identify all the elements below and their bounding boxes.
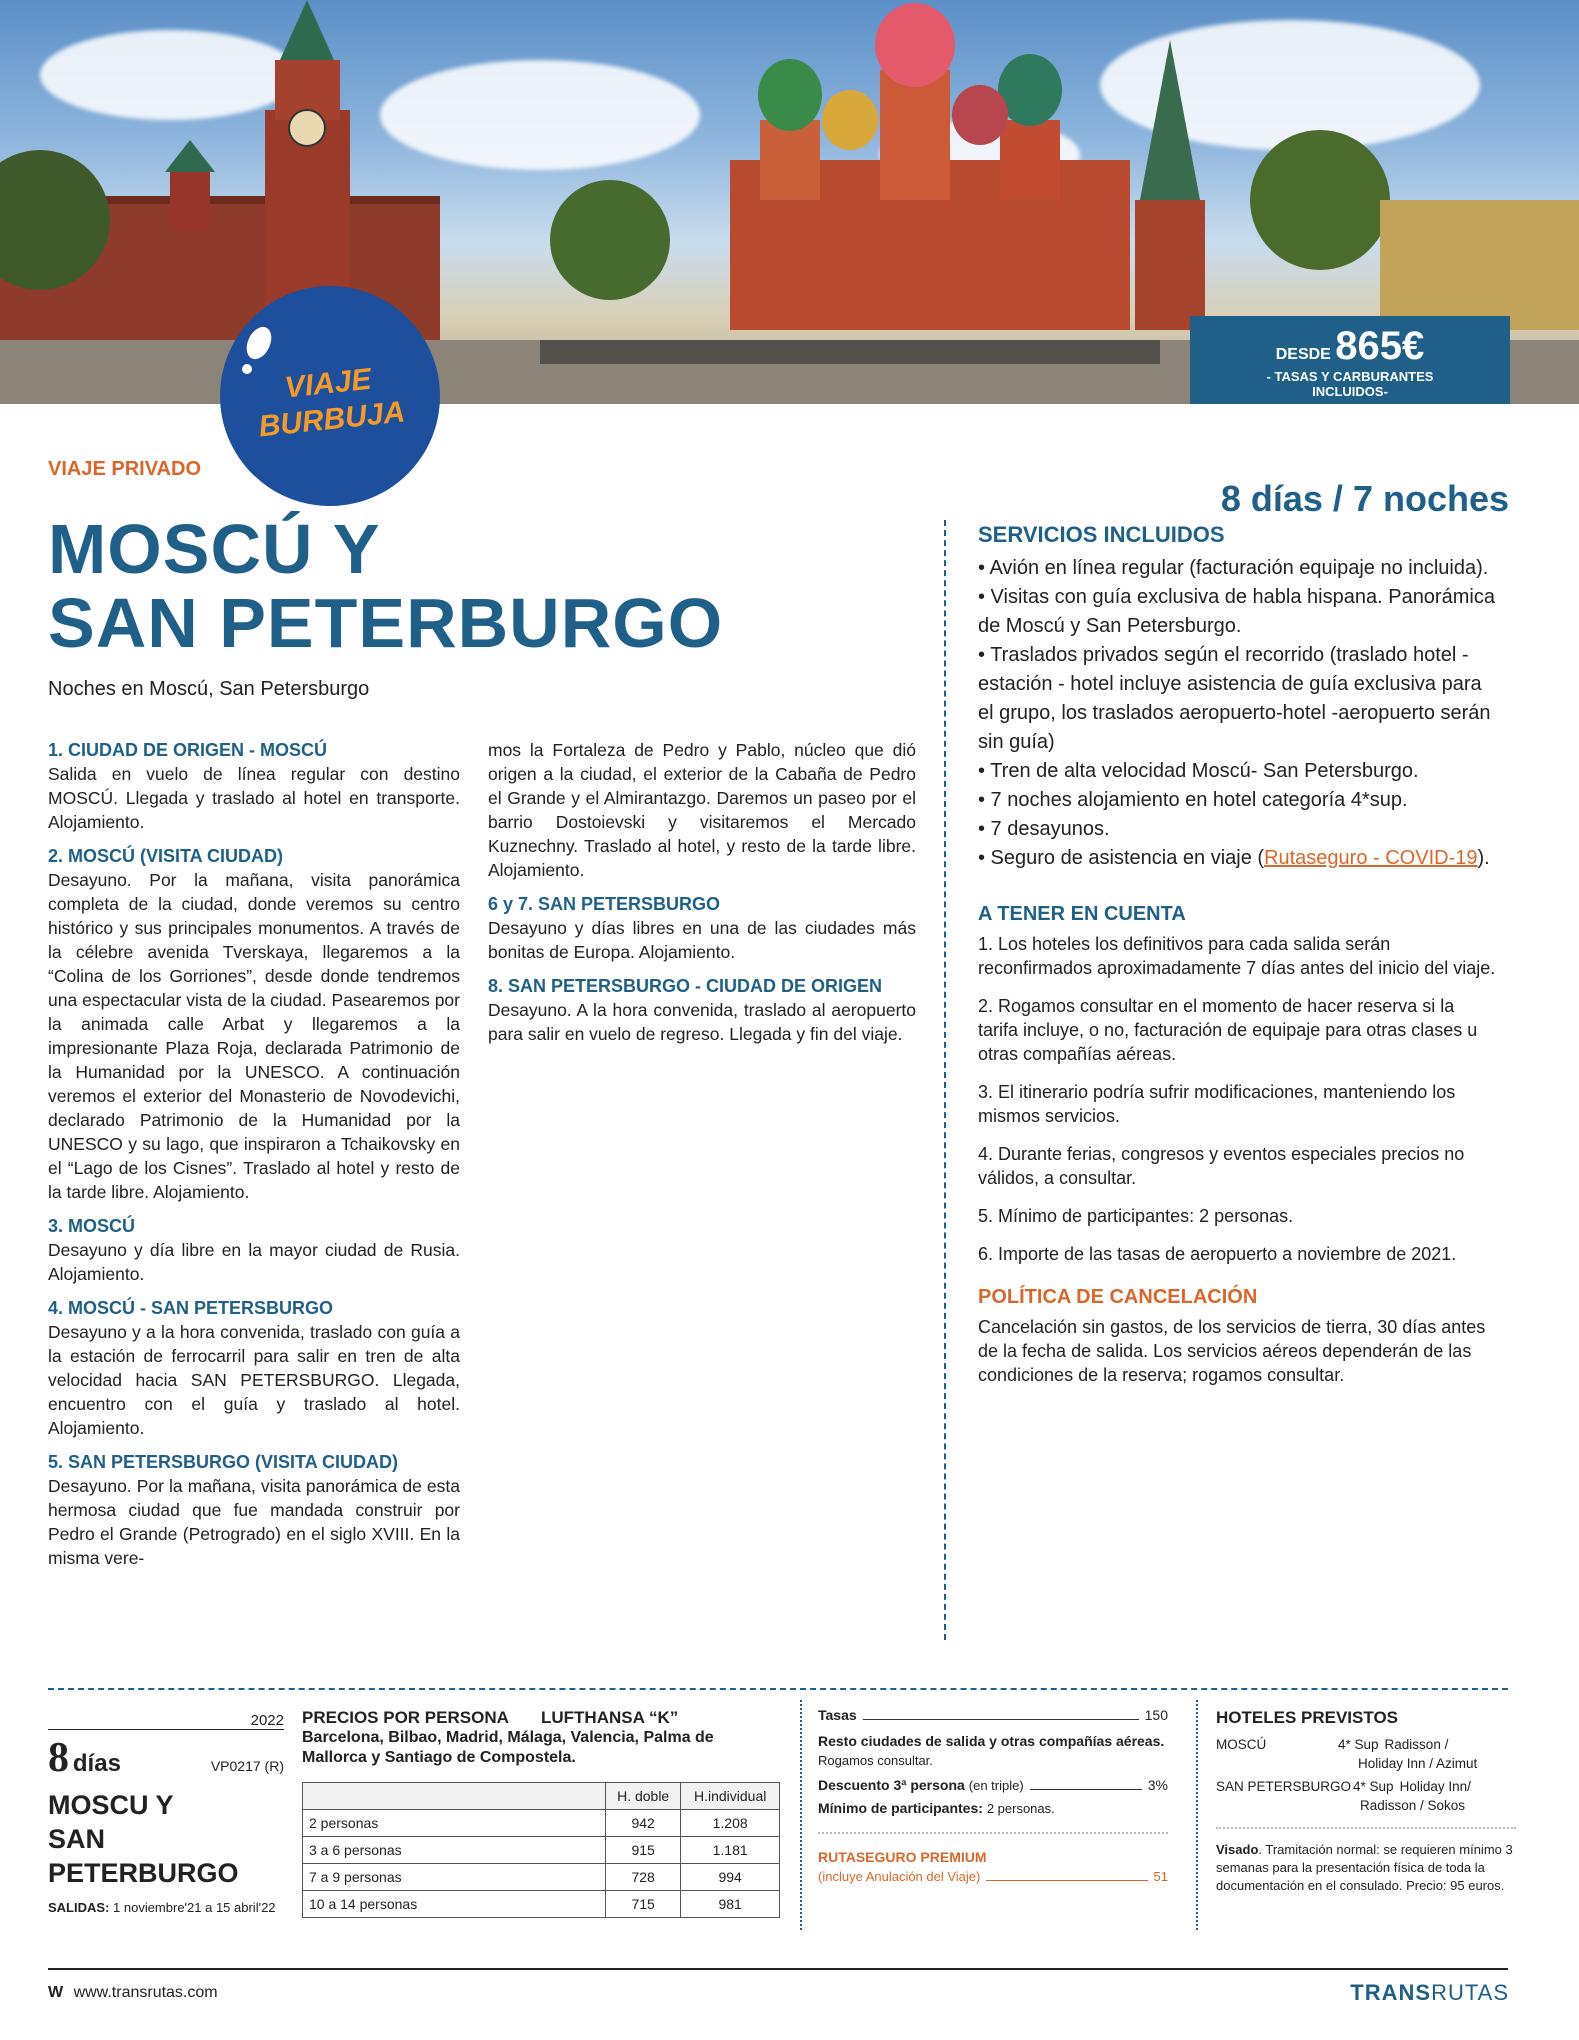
table-cell: 1.208 (681, 1810, 780, 1837)
summary-year: 2022 (48, 1712, 284, 1730)
prices-airline: LUFTHANSA “K” (540, 1708, 679, 1727)
itinerary-column-1 (48, 738, 460, 1580)
day-text: mos la Fortaleza de Pedro y Pablo, núcleo que dió origen a la ciudad, el exterior de la Cabaña de Pedro el Grande y el Almirantazgo. Daremos un paseo por el barrio Dostoievski y visitaremos el Mercado Kuznechny. Traslado al hotel, y resto de la tarde libre. Alojamiento. (488, 740, 916, 880)
hotel-names-2: Radisson / Sokos (1360, 1798, 1466, 1813)
salidas-label: SALIDAS: (48, 1900, 110, 1915)
viaje-burbuja-badge (220, 286, 440, 506)
page-title (48, 512, 723, 660)
table-header-row (303, 1783, 780, 1810)
duration: 8 días / 7 noches (1220, 478, 1509, 519)
days-word: días (72, 1750, 121, 1777)
services-title: SERVICIOS INCLUIDOS (978, 522, 1225, 547)
brand-part-2: RUTAS (1431, 1980, 1509, 2005)
day-heading: 5. SAN PETERSBURGO (VISITA CIUDAD) (48, 1452, 399, 1472)
hotel-row (1216, 1735, 1516, 1754)
badge-line-2: BURBUJA (257, 395, 407, 444)
list-item: 6. Importe de las tasas de aeropuerto a noviembre de 2021. (978, 1244, 1457, 1264)
visado-bold: Visado (1216, 1842, 1259, 1857)
bubble-highlight-icon (242, 323, 276, 363)
list-item: • Visitas con guía exclusiva de habla hispana. Panorámica de Moscú y San Petersburgo. (978, 586, 1495, 637)
list-item: • Avión en línea regular (facturación equipaje no incluida). (978, 557, 1489, 579)
price-note-2: INCLUIDOS- (1312, 384, 1388, 399)
list-item: 5. Mínimo de participantes: 2 personas. (978, 1206, 1294, 1226)
descuento-value: 3% (1147, 1777, 1168, 1793)
table-cell: 3 a 6 personas (303, 1837, 606, 1864)
day-text: Desayuno y a la hora convenida, traslado con guía a la estación de ferrocarril para salir en tren de alta velocidad hacia SAN PETERSBURGO. Llegada, encuentro con el guía y traslado al hotel. Alojamiento. (48, 1322, 460, 1438)
hotel-names: Radisson / (1384, 1737, 1449, 1752)
divider (800, 1700, 802, 1930)
hotel-cat: 4* Sup (1338, 1737, 1379, 1752)
hotel-city: MOSCÚ (1216, 1737, 1267, 1752)
hotels-section (1216, 1708, 1516, 1895)
table-cell: 2 personas (303, 1810, 606, 1837)
price-badge (1190, 316, 1510, 404)
info-column (978, 522, 1498, 1401)
day-text: Salida en vuelo de línea regular con destino MOSCÚ. Llegada y traslado al hotel en transporte. Alojamiento. (48, 764, 460, 832)
list-item: • Traslados privados según el recorrido (traslado hotel - estación - hotel incluye asistencia de guía exclusiva para el grupo, los traslados aeropuerto-hotel -aeropuerto serán sin guía) (978, 644, 1491, 753)
day-heading: 6 y 7. SAN PETERSBURGO (488, 894, 721, 914)
table-row (303, 1891, 780, 1918)
list-item: 3. El itinerario podría sufrir modificaciones, manteniendo los mismos servicios. (978, 1082, 1456, 1126)
resto-text: Rogamos consultar. (818, 1753, 933, 1768)
day-heading: 3. MOSCÚ (48, 1216, 136, 1236)
notes-list (978, 932, 1498, 1266)
table-header: H.individual (681, 1783, 780, 1810)
badge-line-1: VIAJE (283, 362, 373, 405)
day-text: Desayuno. Por la mañana, visita panorámica completa de la ciudad, donde veremos su centro histórico y sus principales monumentos. A través de la célebre avenida Tverskaya, llegaremos a la “Colina de los Gorriones”, desde donde tendremos una espectacular vista de la ciudad. Pasearemos por la animada calle Arbat y llegaremos a la impresionante Plaza Roja, declarada Patrimonio de la Humanidad por la UNESCO. A continuación veremos el exterior del Monasterio de Novodevichi, declarado Patrimonio de la Humanidad por la UNESCO y su lago, que inspiraron a Tchaikovsky en el “Lago de los Cisnes”. Traslado al hotel y resto de la tarde libre. Alojamiento. (48, 870, 460, 1202)
cancel-title: POLÍTICA DE CANCELACIÓN (978, 1286, 1258, 1308)
insurance-suffix: ). (1477, 847, 1490, 869)
table-header (303, 1783, 606, 1810)
day-heading: 8. SAN PETERSBURGO - CIUDAD DE ORIGEN (488, 976, 883, 996)
visado-text: . Tramitación normal: se requieren mínimo 3 semanas para la presentación física de toda la documentación en el consulado. Precio: 95 euros. (1216, 1842, 1513, 1893)
table-cell: 1.181 (681, 1837, 780, 1864)
minimo-bold: Mínimo de participantes: (818, 1800, 983, 1816)
descuento-bold: Descuento 3ª persona (818, 1777, 965, 1793)
table-cell: 942 (606, 1810, 681, 1837)
divider (1196, 1700, 1198, 1930)
bubble-dot-icon (242, 364, 252, 374)
table-row (303, 1864, 780, 1891)
brand-part-1: TRANS (1350, 1980, 1432, 2005)
list-item: • 7 noches alojamiento en hotel categoría 4*sup. (978, 789, 1408, 811)
table-header: H. doble (606, 1783, 681, 1810)
day-heading: 1. CIUDAD DE ORIGEN - MOSCÚ (48, 740, 328, 760)
descuento-text: (en triple) (968, 1778, 1024, 1793)
rutaseguro-title: RUTASEGURO PREMIUM (818, 1849, 987, 1865)
prices-section (302, 1708, 782, 1918)
day-text: Desayuno. Por la mañana, visita panorámica de esta hermosa ciudad que fue mandada construir por Pedro el Grande (Petrogrado) en el siglo XVIII. En la misma vere- (48, 1476, 460, 1568)
notes-title: A TENER EN CUENTA (978, 903, 1186, 925)
list-item (978, 844, 1498, 873)
page-subtitle: Noches en Moscú, San Petersburgo (48, 678, 370, 700)
extras-section (818, 1706, 1168, 1886)
price-note-1: - TASAS Y CARBURANTES (1266, 369, 1434, 384)
web-icon: W (48, 1984, 64, 2001)
days-number: 8 (48, 1735, 69, 1781)
prices-cities: Barcelona, Bilbao, Madrid, Málaga, Valencia, Palma de Mallorca y Santiago de Compostela. (302, 1729, 714, 1766)
list-item: • 7 desayunos. (978, 818, 1110, 840)
prices-table (302, 1782, 780, 1918)
list-item: • Tren de alta velocidad Moscú- San Petersburgo. (978, 760, 1419, 782)
trip-name-2: SAN PETERBURGO (48, 1824, 239, 1888)
day-text: Desayuno y días libres en una de las ciudades más bonitas de Europa. Alojamiento. (488, 918, 916, 962)
tasas-label: Tasas (818, 1707, 857, 1723)
table-cell: 7 a 9 personas (303, 1864, 606, 1891)
list-item: 2. Rogamos consultar en el momento de hacer reserva si la tarifa incluye, o no, facturación de equipaje para otras clases u otras compañías aéreas. (978, 996, 1478, 1064)
day-heading: 2. MOSCÚ (VISITA CIUDAD) (48, 846, 284, 866)
table-row (303, 1810, 780, 1837)
table-cell: 915 (606, 1837, 681, 1864)
day-heading: 4. MOSCÚ - SAN PETERSBURGO (48, 1298, 334, 1318)
prices-title: PRECIOS POR PERSONA (302, 1708, 509, 1727)
rutaseguro-link[interactable]: Rutaseguro - COVID-19 (1264, 847, 1478, 869)
cancel-text: Cancelación sin gastos, de los servicios de tierra, 30 días antes de la fecha de salida. Los servicios aéreos dependerán de las condiciones de la reserva; rogamos consultar. (978, 1317, 1486, 1385)
column-divider (944, 520, 946, 1640)
trip-summary (48, 1712, 284, 1915)
title-line-1: MOSCÚ Y (48, 510, 381, 588)
table-cell: 981 (681, 1891, 780, 1918)
itinerary-column-2 (488, 738, 916, 1056)
table-cell: 994 (681, 1864, 780, 1891)
day-text: Desayuno. A la hora convenida, traslado al aeropuerto para salir en vuelo de regreso. Llegada y fin del viaje. (488, 1000, 916, 1044)
hotel-names-2: Holiday Inn / Azimut (1358, 1756, 1478, 1771)
table-cell: 715 (606, 1891, 681, 1918)
insurance-prefix: • Seguro de asistencia en viaje ( (978, 847, 1265, 869)
website-link[interactable]: www.transrutas.com (73, 1984, 218, 2001)
list-item: 4. Durante ferias, congresos y eventos especiales precios no válidos, a consultar. (978, 1144, 1465, 1188)
list-item: 1. Los hoteles los definitivos para cada salida serán reconfirmados aproximadamente 7 días antes del inicio del viaje. (978, 934, 1496, 978)
table-cell: 728 (606, 1864, 681, 1891)
hotel-names: Holiday Inn/ (1399, 1779, 1471, 1794)
services-list (978, 554, 1498, 873)
hotel-city: SAN PETERSBURGO (1216, 1779, 1352, 1794)
tasas-value: 150 (1144, 1707, 1168, 1723)
kicker: VIAJE PRIVADO (48, 458, 201, 480)
trip-code: VP0217 (R) (210, 1758, 284, 1774)
price-amount: 865€ (1335, 324, 1425, 368)
hotel-cat: 4* Sup (1353, 1779, 1394, 1794)
price-prefix: DESDE (1275, 346, 1331, 363)
table-row (303, 1837, 780, 1864)
footer-rule (48, 1968, 1508, 1970)
rutaseguro-value: 51 (1153, 1869, 1168, 1884)
day-text: Desayuno y día libre en la mayor ciudad de Rusia. Alojamiento. (48, 1240, 460, 1284)
hotel-row (1216, 1777, 1516, 1796)
table-cell: 10 a 14 personas (303, 1891, 606, 1918)
rutaseguro-sub: (incluye Anulación del Viaje) (818, 1869, 981, 1884)
resto-bold: Resto ciudades de salida y otras compañías aéreas. (818, 1733, 1165, 1749)
section-divider (48, 1688, 1508, 1690)
hotels-title: HOTELES PREVISTOS (1216, 1708, 1399, 1727)
trip-name-1: MOSCU Y (48, 1790, 174, 1820)
title-line-2: SAN PETERBURGO (48, 584, 724, 662)
trip-name (48, 1788, 284, 1890)
minimo-text: 2 personas. (986, 1801, 1055, 1816)
footer-url (48, 1984, 218, 2002)
salidas-value: 1 noviembre'21 a 15 abril'22 (113, 1900, 276, 1915)
brand-logo (1350, 1980, 1509, 2006)
